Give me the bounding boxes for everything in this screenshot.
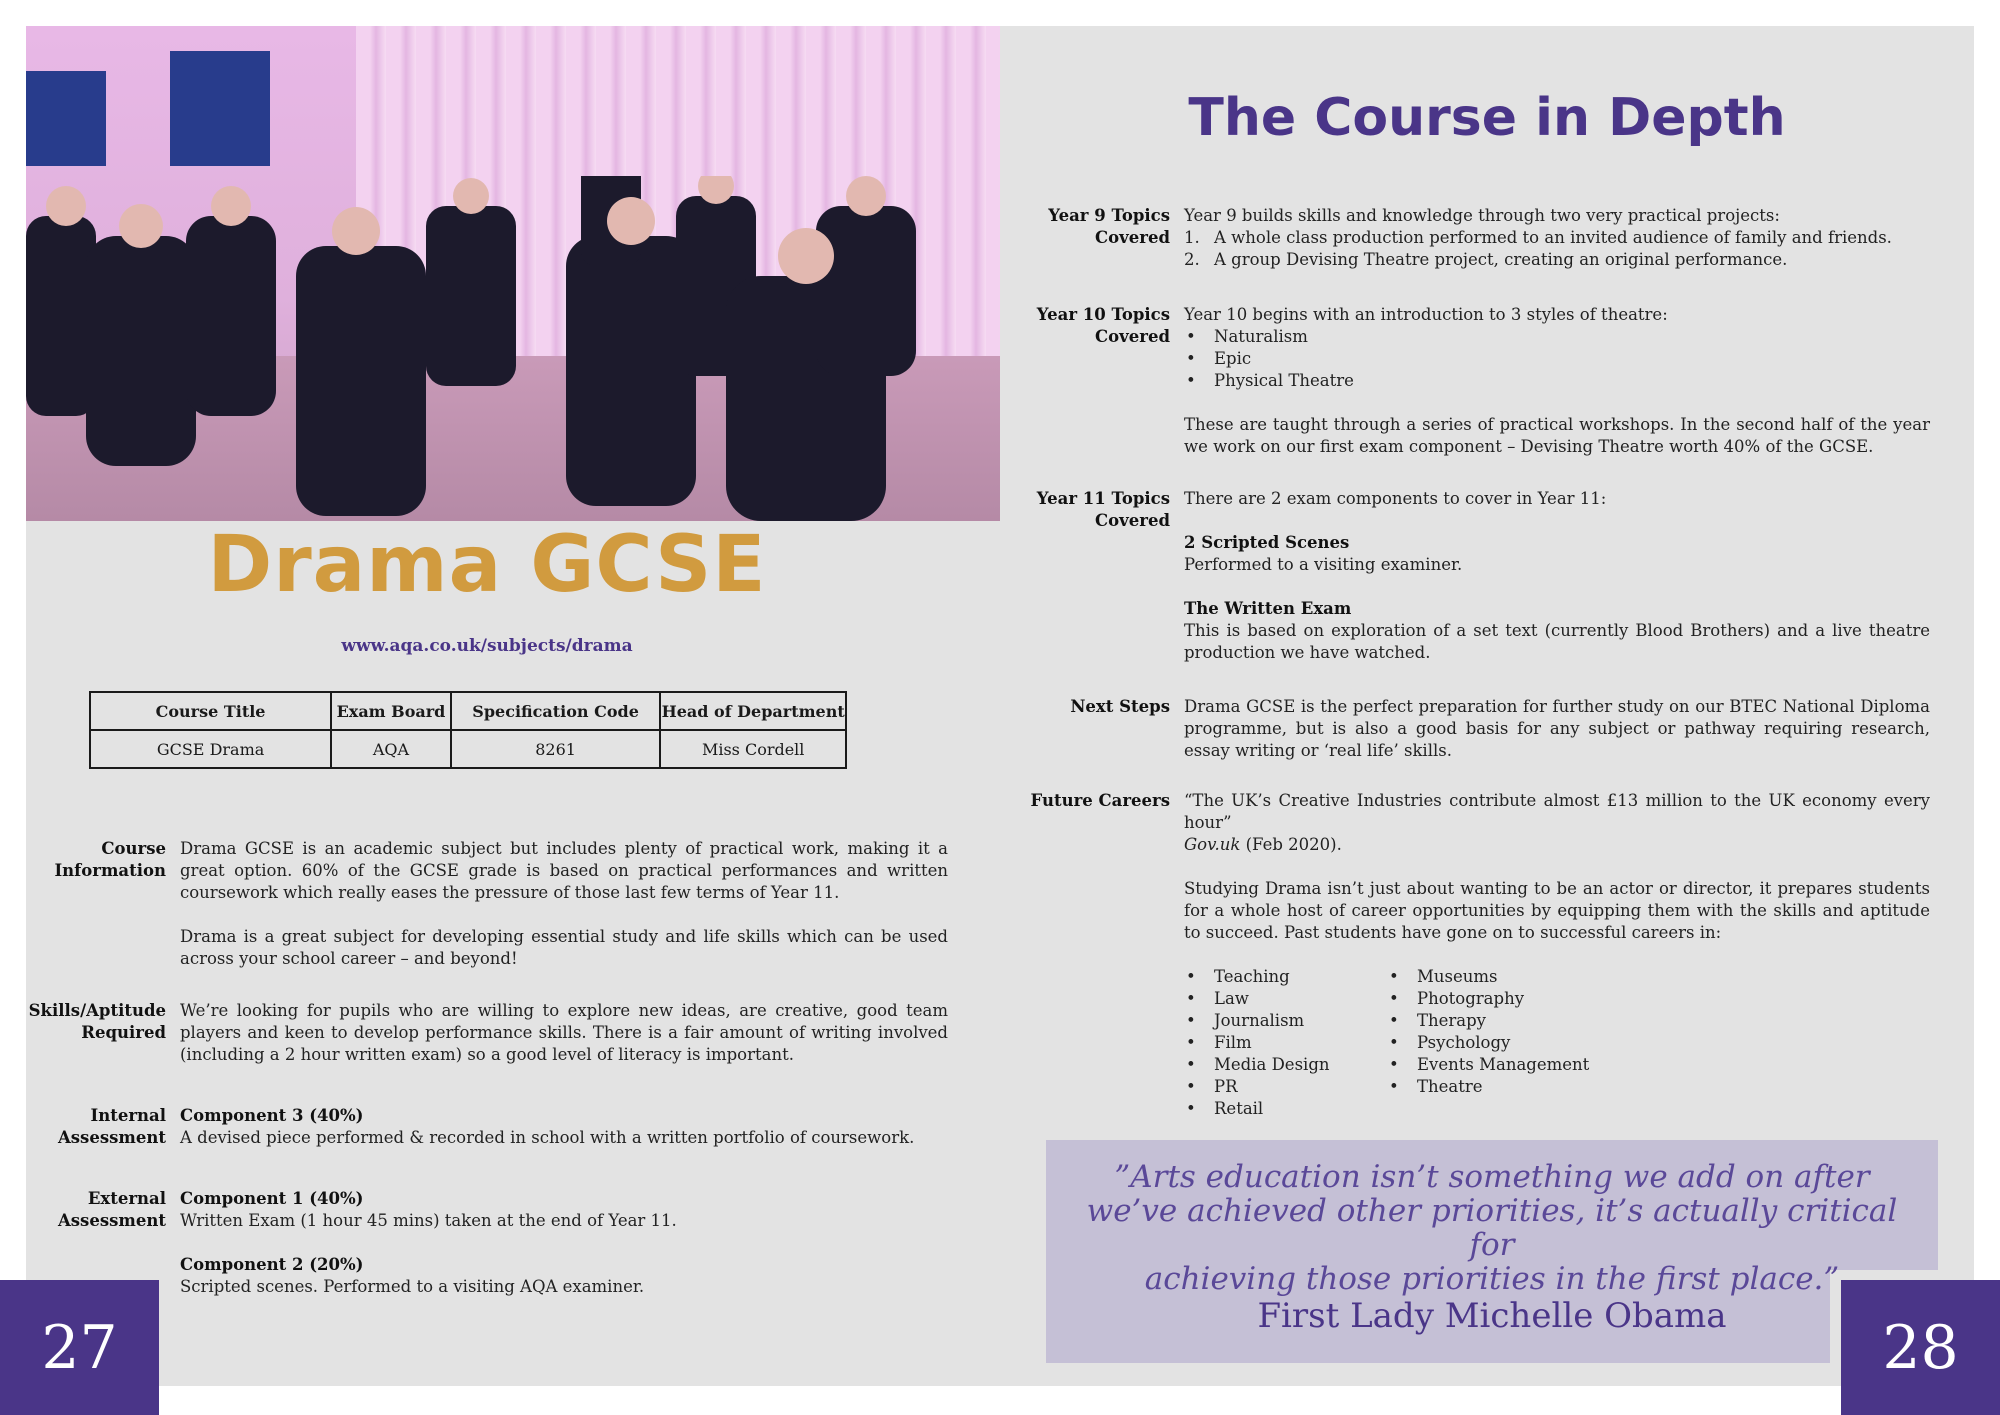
paragraph: Performed to a visiting examiner. — [1184, 555, 1463, 574]
section-label — [1030, 304, 1170, 458]
list-item: • Naturalism — [1184, 326, 1930, 348]
label-line: Information — [54, 861, 166, 880]
label-line: Assessment — [57, 1211, 166, 1230]
label-line: Course — [101, 839, 166, 858]
year10-section — [1030, 304, 1930, 458]
table-cell: 8261 — [451, 730, 661, 768]
paragraph: Studying Drama isn’t just about wanting to be an actor or director, it prepares students for a whole host of career opportunities by equipping them with the skills and aptitude to succeed. Past students have gone on to successful careers in: — [1184, 879, 1930, 942]
list-item: • Media Design — [1184, 1054, 1387, 1076]
numbered-list — [1184, 227, 1930, 271]
list-item: 2. A group Devising Theatre project, creating an original performance. — [1184, 250, 1788, 269]
label-line: External — [87, 1189, 166, 1208]
label-line: Covered — [1095, 228, 1170, 247]
paragraph: Scripted scenes. Performed to a visiting AQA examiner. — [180, 1277, 645, 1296]
careers-column — [1387, 966, 1590, 1120]
component-heading: Component 1 (40%) — [180, 1189, 364, 1208]
section-label — [26, 1000, 166, 1066]
list-item: 1. A whole class production performed to an invited audience of family and friends. — [1184, 228, 1892, 247]
paragraph: A devised piece performed & recorded in school with a written portfolio of coursework. — [180, 1128, 915, 1147]
section-label: Next Steps — [1070, 697, 1170, 716]
course-info-table — [89, 691, 847, 769]
quote-line: achieving those priorities in the first place.” — [1144, 1261, 1840, 1297]
careers-column — [1184, 966, 1387, 1120]
paragraph: There are 2 exam components to cover in Year 11: — [1184, 489, 1607, 508]
paragraph: Drama is a great subject for developing essential study and life skills which can be used across your school career – and beyond! — [180, 927, 948, 968]
table-header: Exam Board — [331, 692, 451, 730]
label-line: Skills/Aptitude — [28, 1001, 166, 1020]
section-text — [1184, 205, 1930, 271]
future-careers-section — [1030, 790, 1930, 1120]
right-page-title: The Course in Depth — [1188, 88, 1786, 148]
table-header: Course Title — [90, 692, 331, 730]
table-header: Specification Code — [451, 692, 661, 730]
list-item: • Law — [1184, 988, 1387, 1010]
label-line: Covered — [1095, 327, 1170, 346]
table-row — [90, 730, 846, 768]
careers-quote: “The UK’s Creative Industries contribute almost £13 million to the UK economy every hour” — [1184, 791, 1930, 832]
list-item: • Journalism — [1184, 1010, 1387, 1032]
table-header: Head of Department — [660, 692, 846, 730]
external-assessment-section — [26, 1188, 948, 1298]
quote-date: (Feb 2020). — [1240, 835, 1342, 854]
section-text — [180, 1000, 948, 1066]
paragraph: Drama GCSE is an academic subject but includes plenty of practical work, making it a great option. 60% of the GCSE grade is based on practical performances and written coursework which really eases the pressure of those last few terms of Year 11. — [180, 839, 948, 902]
component-heading: Component 2 (20%) — [180, 1255, 364, 1274]
course-information-section — [26, 838, 948, 970]
page-number-left: 27 — [0, 1280, 159, 1415]
next-steps-section — [1030, 696, 1930, 762]
paragraph: Year 9 builds skills and knowledge through two very practical projects: — [1184, 206, 1780, 225]
quote-author: First Lady Michelle Obama — [1257, 1296, 1727, 1336]
paragraph: Year 10 begins with an introduction to 3 styles of theatre: — [1184, 305, 1668, 324]
year9-section — [1030, 205, 1930, 271]
list-item: • Theatre — [1387, 1076, 1590, 1098]
list-item: • Photography — [1387, 988, 1590, 1010]
section-text — [1184, 790, 1930, 1120]
section-label — [1030, 205, 1170, 271]
quote-source: Gov.uk — [1184, 835, 1241, 854]
paragraph: Written Exam (1 hour 45 mins) taken at the end of Year 11. — [180, 1211, 677, 1230]
table-cell: GCSE Drama — [90, 730, 331, 768]
list-item: • Epic — [1184, 348, 1930, 370]
paragraph: Drama GCSE is the perfect preparation for further study on our BTEC National Diploma programme, but is also a good basis for any subject or pathway requiring research, essay writing or ‘real life’ skills. — [1184, 697, 1930, 760]
table-cell: Miss Cordell — [660, 730, 846, 768]
paragraph: These are taught through a series of practical workshops. In the second half of the year we work on our first exam component – Devising Theatre worth 40% of the GCSE. — [1184, 415, 1930, 456]
section-text — [1184, 696, 1930, 762]
paragraph: We’re looking for pupils who are willing to explore new ideas, are creative, good team players and keen to develop performance skills. There is a fair amount of writing involved (including a 2 hour written exam) so a good level of literacy is important. — [180, 1001, 948, 1064]
component-heading: 2 Scripted Scenes — [1184, 533, 1350, 552]
photo-students — [26, 176, 1000, 521]
section-text — [180, 1105, 948, 1149]
list-item: • Teaching — [1184, 966, 1387, 988]
list-item: • Retail — [1184, 1098, 1387, 1120]
list-item: • Events Management — [1387, 1054, 1590, 1076]
table-cell: AQA — [331, 730, 451, 768]
skills-section — [26, 1000, 948, 1066]
main-title: Drama GCSE — [207, 520, 767, 610]
label-line: Year 11 Topics — [1036, 489, 1170, 508]
section-label — [26, 838, 166, 970]
component-heading: The Written Exam — [1184, 599, 1352, 618]
label-line: Required — [81, 1023, 166, 1042]
internal-assessment-section — [26, 1105, 948, 1149]
photo-noticeboard — [170, 51, 270, 166]
label-line: Covered — [1095, 511, 1170, 530]
label-line: Year 10 Topics — [1036, 305, 1170, 324]
label-line: Internal — [90, 1106, 166, 1125]
section-text — [1184, 304, 1930, 458]
quote-line: ”Arts education isn’t something we add on after — [1114, 1159, 1870, 1195]
quote-text — [1066, 1160, 1918, 1296]
paragraph: This is based on exploration of a set text (currently Blood Brothers) and a live theatre production we have watched. — [1184, 621, 1930, 662]
quote-line: we’ve achieved other priorities, it’s actually critical for — [1086, 1193, 1898, 1263]
list-item: • PR — [1184, 1076, 1387, 1098]
section-text — [1184, 488, 1930, 664]
list-item: • Physical Theatre — [1184, 370, 1930, 392]
section-text — [180, 1188, 948, 1298]
section-label: Future Careers — [1030, 791, 1170, 810]
section-label — [26, 1105, 166, 1149]
classroom-photo — [26, 26, 1000, 521]
bullet-list — [1184, 326, 1930, 392]
section-label — [1030, 488, 1170, 664]
photo-noticeboard — [26, 71, 106, 166]
label-line: Assessment — [57, 1128, 166, 1147]
careers-list — [1184, 966, 1930, 1120]
page-number-right: 28 — [1841, 1280, 2000, 1415]
list-item: • Film — [1184, 1032, 1387, 1054]
course-url[interactable]: www.aqa.co.uk/subjects/drama — [341, 636, 633, 656]
label-line: Year 9 Topics — [1048, 206, 1170, 225]
section-text — [180, 838, 948, 970]
component-heading: Component 3 (40%) — [180, 1106, 364, 1125]
list-item: • Therapy — [1387, 1010, 1590, 1032]
list-item: • Psychology — [1387, 1032, 1590, 1054]
year11-section — [1030, 488, 1930, 664]
table-header-row — [90, 692, 846, 730]
list-item: • Museums — [1387, 966, 1590, 988]
